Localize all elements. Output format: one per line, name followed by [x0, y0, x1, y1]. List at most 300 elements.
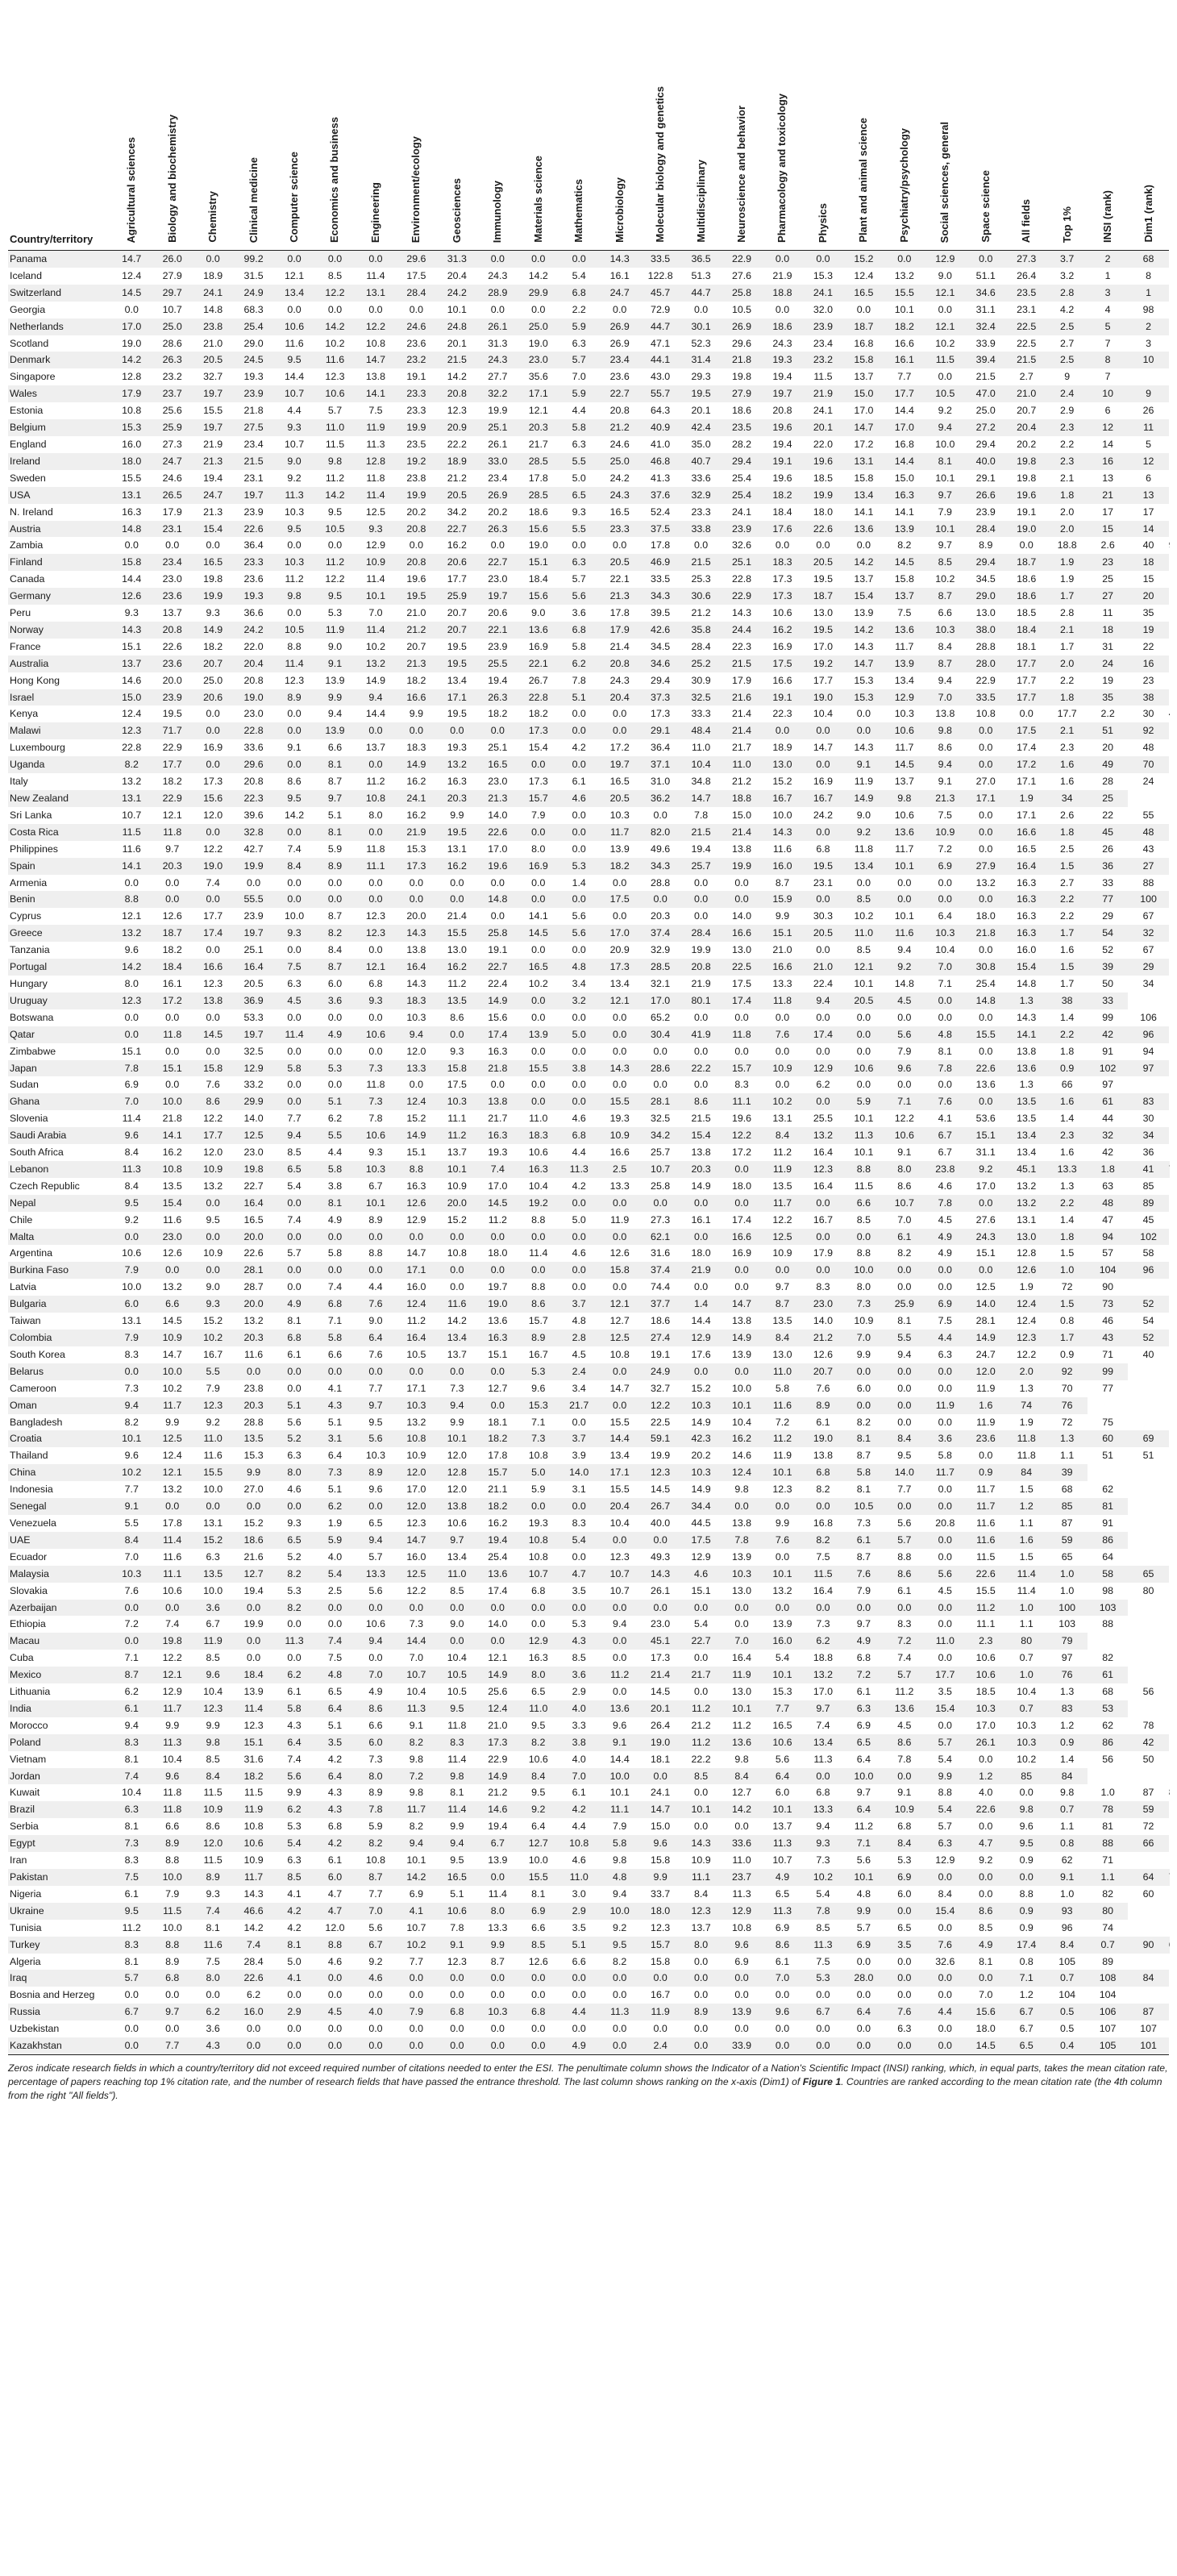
table-cell: 1.4 [1060, 1213, 1075, 1226]
table-cell: 8.9 [165, 1955, 180, 1967]
table-cell: 14 [1128, 521, 1168, 538]
table-cell: 40.7 [680, 453, 721, 470]
table-cell: 0.0 [884, 1768, 925, 1785]
table-cell: 10.3 [1006, 1734, 1046, 1751]
table-cell: 21.8 [966, 925, 1006, 942]
table-cell: 10.0 [731, 1382, 752, 1394]
table-cell: 47.1 [651, 337, 671, 349]
table-cell: 21.5 [680, 824, 721, 841]
table-cell: 72 [1061, 1281, 1073, 1293]
table-cell: 37.1 [640, 756, 680, 773]
table-row [8, 1430, 1169, 1447]
table-cell: 16.3 [518, 1161, 559, 1178]
table-cell: 4.6 [559, 790, 599, 807]
table-cell: 0.0 [572, 1045, 586, 1057]
country-name: Portugal [8, 959, 111, 976]
country-name: Zimbabwe [10, 1045, 56, 1057]
table-cell: 18.3 [518, 1127, 559, 1144]
table-cell: 33.7 [651, 1887, 671, 1900]
table-row [8, 605, 1169, 622]
table-cell: 22.7 [477, 959, 518, 976]
table-cell: 10.1 [437, 1430, 477, 1447]
table-cell: 11.0 [314, 419, 355, 436]
table-row [8, 1093, 1169, 1110]
table-cell: 15.8 [111, 554, 152, 571]
table-row [8, 1566, 1169, 1583]
table-cell: 7.5 [368, 405, 383, 417]
table-cell: 16.4 [1006, 858, 1046, 875]
table-cell: 9.9 [775, 910, 790, 922]
table-cell: 16.2 [437, 959, 477, 976]
table-cell: 9.7 [165, 843, 180, 855]
table-cell: 4.5 [938, 1584, 952, 1596]
table-cell: 7.7 [124, 1484, 139, 1496]
country-name: Israel [8, 689, 111, 706]
table-cell: 20.5 [243, 977, 264, 989]
table-cell: 9.4 [111, 1397, 152, 1414]
table-cell: 9.2 [518, 1801, 559, 1818]
table-cell: 16.2 [722, 1430, 762, 1447]
table-cell: 6.7 [477, 1835, 518, 1852]
country-name: Burkina Faso [8, 1262, 111, 1279]
table-cell: 0.0 [559, 756, 599, 773]
table-cell: 10.4 [935, 944, 955, 956]
table-cell: 14.3 [243, 1887, 264, 1900]
table-cell: 0.0 [680, 2037, 721, 2054]
table-cell: 4.7 [327, 1887, 343, 1900]
column-header [640, 3, 680, 251]
table-cell: 5.8 [327, 1247, 343, 1259]
column-header-label: Mathematics [572, 179, 585, 243]
table-cell: 0.0 [274, 1195, 314, 1212]
table-cell: 8.4 [111, 1532, 152, 1549]
table-cell: 23.9 [488, 640, 508, 652]
table-cell: 10.0 [843, 1768, 884, 1785]
table-cell: 19.9 [396, 487, 436, 504]
table-cell: 17.1 [437, 689, 477, 706]
table-cell: 13.8 [813, 1450, 833, 1462]
table-cell: 33.5 [640, 251, 680, 268]
table-cell: 25.7 [680, 858, 721, 875]
table-cell: 19.2 [396, 453, 436, 470]
table-cell: 2.2 [572, 303, 586, 315]
table-cell: 86 [1088, 1532, 1128, 1549]
table-row [8, 2004, 1169, 2020]
table-cell: 5.4 [816, 1887, 830, 1900]
table-cell: 37.7 [640, 1296, 680, 1313]
table-row [8, 504, 1169, 521]
table-cell: 12.2 [722, 1127, 762, 1144]
table-cell: 7.4 [314, 1633, 355, 1650]
table-cell: 14.2 [447, 1315, 467, 1327]
table-cell: 68 [1102, 1686, 1113, 1698]
table-cell: 0.0 [287, 1652, 302, 1664]
table-row [8, 1161, 1169, 1178]
column-header-label: Social sciences, general [938, 121, 951, 243]
table-cell: 18.2 [884, 318, 925, 335]
table-cell: 7.3 [450, 1382, 464, 1394]
table-cell: 6.3 [572, 438, 586, 450]
table-cell: 25 [1088, 790, 1128, 807]
table-row [8, 1683, 1169, 1700]
table-cell: 76 [1046, 1667, 1087, 1683]
table-cell: 18.2 [762, 487, 802, 504]
table-cell: 0.0 [287, 1382, 302, 1394]
table-cell: 16.2 [162, 1147, 182, 1159]
table-cell: 0.0 [816, 2023, 830, 2035]
table-cell: 13.5 [233, 1430, 273, 1447]
table-cell: 13.5 [437, 993, 477, 1009]
table-cell: 71.7 [152, 722, 192, 739]
table-cell: 20.8 [772, 405, 792, 417]
table-cell: 26.1 [651, 1584, 671, 1596]
table-cell: 18.7 [803, 588, 843, 605]
table-cell: 0.0 [368, 876, 383, 888]
table-cell: 11.7 [152, 1397, 192, 1414]
table-cell: 2.7 [1060, 337, 1075, 349]
table-cell: 15.4 [680, 1127, 721, 1144]
table-cell: 19.0 [640, 1734, 680, 1751]
table-cell: 19.9 [803, 487, 843, 504]
table-cell: 17.5 [447, 1079, 467, 1091]
table-cell: 25.8 [477, 925, 518, 942]
table-cell: 10.0 [162, 1921, 182, 1933]
table-cell: 12.2 [325, 573, 345, 585]
table-cell: 0.0 [640, 1195, 680, 1212]
table-cell: 10.7 [640, 1161, 680, 1178]
table-cell: 0.0 [490, 539, 505, 551]
table-cell: 28.5 [640, 959, 680, 976]
table-cell: 0.0 [897, 1079, 912, 1091]
table-cell: 15.5 [609, 1484, 630, 1496]
table-cell: 70 [1128, 756, 1168, 773]
table-cell: 36.4 [651, 742, 671, 754]
table-cell: 10.2 [935, 573, 955, 585]
table-cell: 20.6 [488, 607, 508, 619]
table-cell: 12.2 [772, 1213, 792, 1226]
table-row [8, 790, 1169, 807]
country-name: Poland [8, 1734, 111, 1751]
column-header-label: Microbiology [613, 177, 626, 243]
country-name: Cyprus [10, 910, 42, 922]
table-cell: 18.5 [975, 1686, 996, 1698]
table-cell: 25.5 [813, 1113, 833, 1125]
table-cell: 9.3 [356, 993, 396, 1009]
table-cell: 10.1 [722, 1700, 762, 1717]
table-cell: 0.0 [559, 1262, 599, 1279]
table-cell: 4.6 [572, 1113, 586, 1125]
table-cell: 104 [1058, 1989, 1075, 2001]
table-cell: 64 [1102, 1550, 1113, 1563]
table-cell: 0.0 [722, 1262, 762, 1279]
table-cell: 49 [1088, 756, 1128, 773]
table-cell: 0.0 [762, 722, 802, 739]
table-cell: 33.6 [722, 1835, 762, 1852]
table-cell: 43.0 [651, 371, 671, 383]
table-cell: 62 [1102, 1484, 1113, 1496]
table-cell: 0.0 [356, 756, 396, 773]
table-cell: 0.0 [775, 1011, 790, 1023]
table-cell: 8.6 [193, 1093, 233, 1110]
table-cell: 68 [1061, 1484, 1073, 1496]
table-cell: 9.6 [124, 1450, 139, 1462]
table-cell: 20.9 [437, 419, 477, 436]
table-cell: 5.9 [559, 318, 599, 335]
table-cell: 0.0 [843, 2037, 884, 2054]
table-cell: 86 [1088, 1734, 1128, 1751]
table-cell: 13.5 [1006, 1093, 1046, 1110]
table-cell: 0.0 [287, 944, 302, 956]
table-cell: 0.0 [518, 1970, 559, 1987]
table-cell: 0.0 [938, 1652, 952, 1664]
table-cell: 0.0 [193, 722, 233, 739]
table-cell: 7.6 [356, 1296, 396, 1313]
table-cell: 15.4 [925, 1700, 965, 1717]
table-cell: 12.2 [203, 1113, 223, 1125]
table-cell: 0.0 [775, 1045, 790, 1057]
table-cell: 8.1 [287, 1315, 302, 1327]
table-cell: 14.3 [396, 925, 436, 942]
table-cell: 18.0 [640, 1903, 680, 1920]
table-cell: 8.4 [274, 858, 314, 875]
table-caption [8, 2062, 1169, 2103]
table-cell: 0.0 [572, 1281, 586, 1293]
table-cell: 18.0 [691, 1247, 711, 1259]
table-cell: 10.7 [772, 1854, 792, 1866]
table-cell: 99 [1088, 1363, 1128, 1380]
table-cell: 6.9 [843, 1937, 884, 1954]
table-cell: 9.6 [111, 1127, 152, 1144]
table-cell: 21.4 [722, 824, 762, 841]
table-cell: 26.0 [152, 251, 192, 268]
table-cell: 12.3 [193, 1397, 233, 1414]
table-cell: 23.3 [599, 521, 639, 538]
table-cell: 10.5 [925, 385, 965, 402]
table-cell: 5.8 [572, 640, 586, 652]
table-cell: 16.3 [122, 506, 142, 518]
table-row [8, 352, 1169, 368]
table-cell: 10.9 [152, 1330, 192, 1346]
table-cell: 4.4 [287, 405, 302, 417]
table-cell: 7.0 [559, 1768, 599, 1785]
column-header-label: Pharmacology and toxicology [776, 94, 788, 243]
table-row [8, 1903, 1169, 1920]
table-cell: 8.1 [897, 1315, 912, 1327]
table-cell: 34.3 [640, 858, 680, 875]
table-cell: 6.4 [531, 1821, 546, 1833]
table-cell: 0.0 [884, 1397, 925, 1414]
country-name: Sudan [10, 1079, 39, 1091]
table-cell: 0.0 [925, 1970, 965, 1987]
table-cell: 0.0 [477, 1397, 518, 1414]
table-cell: 23.0 [162, 573, 182, 585]
table-cell: 15.8 [651, 1955, 671, 1967]
table-cell: 14.2 [396, 1869, 436, 1886]
table-cell: 19.4 [488, 1821, 508, 1833]
table-cell: 9.5 [206, 1213, 220, 1226]
table-cell: 3.9 [572, 1450, 586, 1462]
table-cell: 17.0 [599, 925, 639, 942]
table-cell: 71 [1102, 1854, 1113, 1866]
table-cell: 11.9 [854, 776, 873, 788]
table-cell: 0.0 [693, 910, 709, 922]
table-cell: 0.0 [477, 251, 518, 268]
table-cell: 7.8 [356, 1801, 396, 1818]
table-cell: 0.0 [396, 1363, 436, 1380]
table-cell: 26.7 [528, 674, 548, 686]
table-cell: 2.9 [572, 1686, 586, 1698]
country-name: Bulgaria [8, 1296, 111, 1313]
table-cell: 90 [1128, 1937, 1168, 1954]
table-cell: 13.9 [488, 1854, 508, 1866]
table-cell: 3.5 [572, 1584, 586, 1596]
table-cell: 18.9 [203, 269, 223, 281]
table-cell: 26.9 [599, 318, 639, 335]
table-cell: 8.4 [693, 1887, 709, 1900]
table-cell: 29.4 [966, 554, 1006, 571]
table-cell: 9.1 [938, 776, 952, 788]
table-cell: 21.5 [233, 453, 273, 470]
table-cell: 0.0 [803, 722, 843, 739]
table-cell: 0.0 [775, 1989, 790, 2001]
table-cell: 15.5 [193, 1464, 233, 1481]
table-cell: 32.9 [680, 487, 721, 504]
table-cell: 11.2 [122, 1921, 141, 1933]
table-cell: 16.2 [488, 1517, 508, 1529]
table-cell: 12.5 [762, 1229, 802, 1246]
table-cell: 11.4 [366, 269, 385, 281]
table-cell: 4.6 [287, 1484, 302, 1496]
table-cell: 10.5 [437, 1667, 477, 1683]
table-cell: 7.6 [816, 1382, 830, 1394]
table-cell: 10.1 [111, 1430, 152, 1447]
table-cell: 13.8 [406, 944, 426, 956]
table-cell: 0.0 [775, 303, 790, 315]
table-row [8, 807, 1169, 824]
table-row [8, 655, 1169, 672]
table-cell: 14.9 [691, 1416, 711, 1428]
table-cell: 13.9 [609, 843, 630, 855]
table-cell: 17 [1102, 506, 1113, 518]
table-cell: 16.9 [731, 1247, 752, 1259]
table-cell: 101 [1128, 2037, 1168, 2054]
table-cell: 6.4 [274, 1734, 314, 1751]
table-cell: 20.7 [1017, 405, 1037, 417]
table-cell: 7.4 [233, 1937, 273, 1954]
table-cell: 21.2 [396, 622, 436, 639]
table-cell: 0.0 [966, 824, 1006, 841]
table-cell: 0.0 [490, 910, 505, 922]
table-cell: 10.8 [447, 1247, 467, 1259]
table-cell: 13.2 [122, 776, 142, 788]
table-cell: 10.2 [396, 1937, 436, 1954]
table-cell: 0.0 [193, 756, 233, 773]
table-cell: 9.6 [193, 1667, 233, 1683]
table-cell: 17.4 [488, 1584, 508, 1596]
table-cell: 7.2 [775, 1416, 790, 1428]
table-cell: 14.4 [284, 371, 305, 383]
table-cell: 19.1 [762, 453, 802, 470]
table-cell: 20.3 [651, 910, 671, 922]
table-cell: 0.0 [884, 1363, 925, 1380]
country-name: Kuwait [10, 1787, 40, 1799]
table-cell: 9.4 [925, 419, 965, 436]
table-cell: 0.0 [856, 708, 871, 720]
table-cell: 10.9 [762, 1060, 802, 1077]
table-cell: 62 [1061, 1854, 1073, 1866]
table-cell: 27.3 [1006, 251, 1046, 268]
table-cell: 11.8 [854, 843, 873, 855]
table-cell: 19.1 [762, 689, 802, 706]
table-cell: 1.3 [1019, 1079, 1034, 1091]
table-cell: 18.7 [152, 925, 192, 942]
table-cell: 2.2 [1060, 674, 1075, 686]
table-cell: 6.4 [762, 1768, 802, 1785]
table-cell: 4.2 [287, 1921, 302, 1933]
table-cell: 13.2 [803, 1667, 843, 1683]
table-cell: 29.6 [396, 251, 436, 268]
table-cell: 0.0 [938, 1281, 952, 1293]
table-cell: 14.2 [843, 554, 884, 571]
table-cell: 0.0 [193, 824, 233, 841]
country-name: Norway [8, 622, 111, 639]
table-cell: 8.3 [734, 1079, 749, 1091]
table-cell: 12.9 [722, 1903, 762, 1920]
table-cell: 21.4 [447, 910, 467, 922]
table-cell: 59.1 [640, 1430, 680, 1447]
table-cell: 3.5 [938, 1686, 952, 1698]
table-cell: 17.4 [1017, 742, 1037, 754]
table-cell: 10.8 [609, 1348, 630, 1360]
table-cell: 7.5 [938, 809, 952, 821]
country-name: Ecuador [10, 1550, 48, 1563]
table-cell: 1.0 [1100, 1787, 1115, 1799]
table-cell: 1.3 [1060, 1180, 1075, 1192]
table-row [8, 891, 1169, 908]
table-cell: 32.8 [233, 824, 273, 841]
table-cell: 7.1 [327, 1315, 343, 1327]
table-cell: 96 [1128, 1026, 1168, 1043]
country-name: Turkey [8, 1937, 111, 1954]
table-cell: 33.9 [975, 337, 996, 349]
table-cell: 10.3 [477, 2004, 518, 2020]
table-cell: 12.4 [477, 1700, 518, 1717]
table-row [8, 1650, 1169, 1667]
table-cell: 13.4 [843, 858, 884, 875]
table-row [8, 554, 1169, 571]
country-name: Benin [8, 891, 111, 908]
table-cell: 14.5 [884, 554, 925, 571]
column-header [884, 3, 925, 251]
table-cell: 22.3 [233, 790, 273, 807]
table-cell: 0.0 [884, 1903, 925, 1920]
table-cell: 6.7 [803, 2004, 843, 2020]
table-cell: 4.9 [762, 1869, 802, 1886]
table-cell: 22.9 [722, 588, 762, 605]
table-cell: 15.1 [152, 1060, 192, 1077]
table-cell: 23.0 [152, 1229, 192, 1246]
table-cell: 7.5 [816, 1955, 830, 1967]
table-cell: 9.7 [803, 1700, 843, 1717]
table-cell: 0.0 [856, 2023, 871, 2035]
table-cell: 2.8 [1046, 285, 1087, 302]
country-name: Italy [10, 776, 28, 788]
table-cell: 12.3 [111, 722, 152, 739]
table-cell: 21.3 [193, 453, 233, 470]
table-cell: 6.7 [1019, 2023, 1034, 2035]
table-cell: 7.8 [111, 1060, 152, 1077]
table-cell: 17.7 [1006, 689, 1046, 706]
